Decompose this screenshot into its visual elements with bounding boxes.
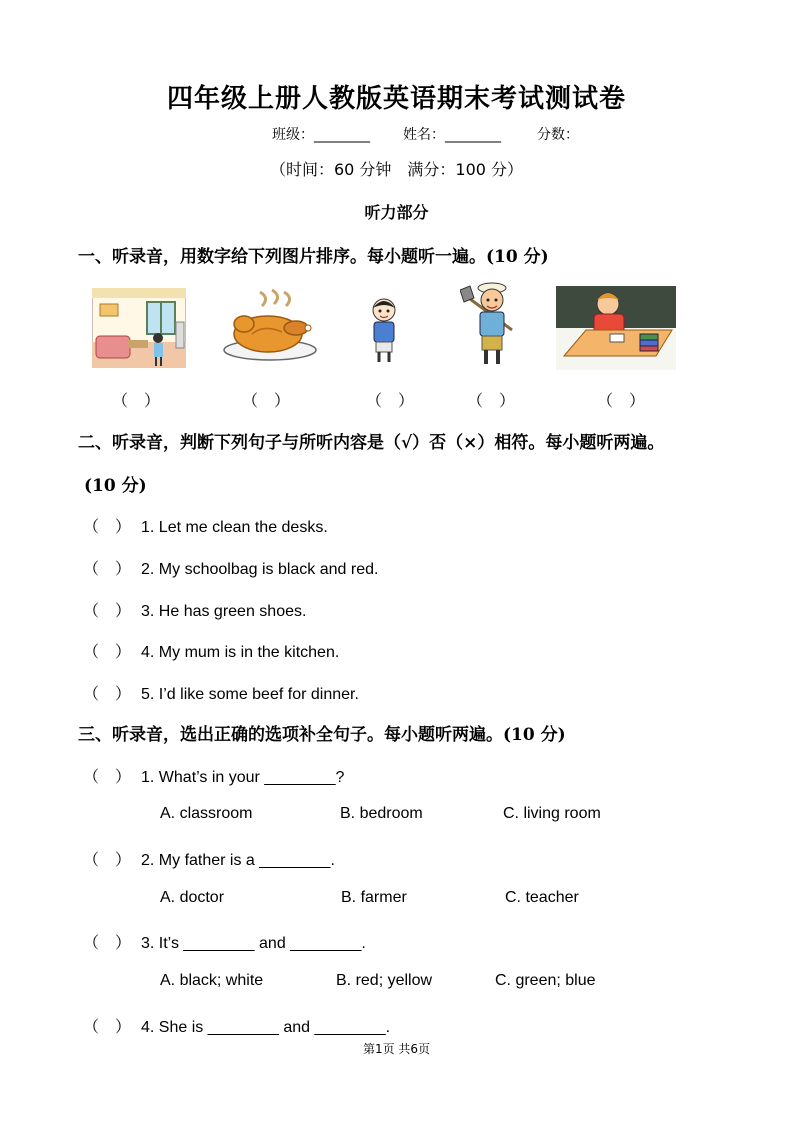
choice-item-3 (83, 930, 366, 953)
item-text: 4. She is ________ and ________. (141, 1019, 391, 1036)
answer-paren[interactable]: （ ） (83, 686, 132, 703)
judge-item-3 (83, 598, 306, 621)
item-text: 1. What’s in your ________? (141, 769, 345, 786)
option-b: B. bedroom (340, 805, 423, 822)
section1-heading: 一、听录音，用数字给下列图片排序。每小题听一遍。(10 分) (78, 247, 549, 267)
item-text: 5. I’d like some beef for dinner. (141, 686, 359, 703)
option-b: B. red; yellow (336, 972, 433, 989)
option-a: A. classroom (160, 805, 253, 822)
name-field: 姓名：________ (403, 127, 501, 143)
page-footer: 第1页 共6页 (362, 1042, 431, 1056)
boy-icon (366, 296, 402, 366)
answer-paren[interactable]: （ ） (83, 561, 132, 578)
option-a: A. black; white (160, 972, 264, 989)
section2-heading: 二、听录音，判断下列句子与所听内容是（√）否（×）相符。每小题听两遍。 (78, 433, 665, 453)
judge-item-4 (83, 639, 339, 662)
item-text: 4. My mum is in the kitchen. (141, 644, 340, 661)
answer-paren[interactable]: （ ） (83, 769, 132, 786)
item-text: 2. My father is a ________. (141, 852, 335, 869)
judge-item-1 (83, 514, 328, 537)
choice-item-4 (83, 1014, 390, 1037)
section2-score: (10 分) (84, 476, 147, 496)
item-text: 3. It’s ________ and ________. (141, 935, 366, 952)
answer-paren[interactable]: （ ） (83, 603, 132, 620)
item-text: 3. He has green shoes. (141, 603, 307, 620)
answer-paren[interactable]: （ ） (83, 519, 132, 536)
pic2-answer[interactable]: （ ） (242, 391, 291, 410)
part-title: 听力部分 (364, 203, 429, 222)
pic1-answer[interactable]: （ ） (112, 391, 161, 410)
pic4-answer[interactable]: （ ） (467, 391, 516, 410)
score-field: 分数： (537, 127, 579, 143)
answer-paren[interactable]: （ ） (83, 852, 132, 869)
time-info: （时间：60 分钟 满分：100 分） (269, 160, 524, 179)
item-text: 1. Let me clean the desks. (141, 519, 328, 536)
pic5-answer[interactable]: （ ） (597, 391, 646, 410)
option-c: C. teacher (505, 889, 579, 906)
answer-paren[interactable]: （ ） (83, 644, 132, 661)
option-c: C. green; blue (495, 972, 596, 989)
pic3-answer[interactable]: （ ） (366, 391, 415, 410)
judge-item-2 (83, 556, 378, 579)
page-title: 四年级上册人教版英语期末考试测试卷 (166, 84, 626, 114)
choice-item-2 (83, 847, 335, 870)
farmer-icon (460, 278, 524, 368)
section3-heading: 三、听录音，选出正确的选项补全句子。每小题听两遍。(10 分) (78, 725, 566, 745)
option-a: A. doctor (160, 889, 225, 906)
class-field: 班级：________ (272, 127, 370, 143)
living-room-icon (92, 288, 186, 368)
boy-cleaning-desk-icon (556, 286, 676, 370)
answer-paren[interactable]: （ ） (83, 1019, 132, 1036)
judge-item-5 (83, 681, 359, 704)
item-text: 2. My schoolbag is black and red. (141, 561, 379, 578)
roast-chicken-icon (222, 288, 318, 364)
answer-paren[interactable]: （ ） (83, 935, 132, 952)
option-b: B. farmer (341, 889, 407, 906)
option-c: C. living room (503, 805, 601, 822)
choice-item-1 (83, 764, 344, 787)
